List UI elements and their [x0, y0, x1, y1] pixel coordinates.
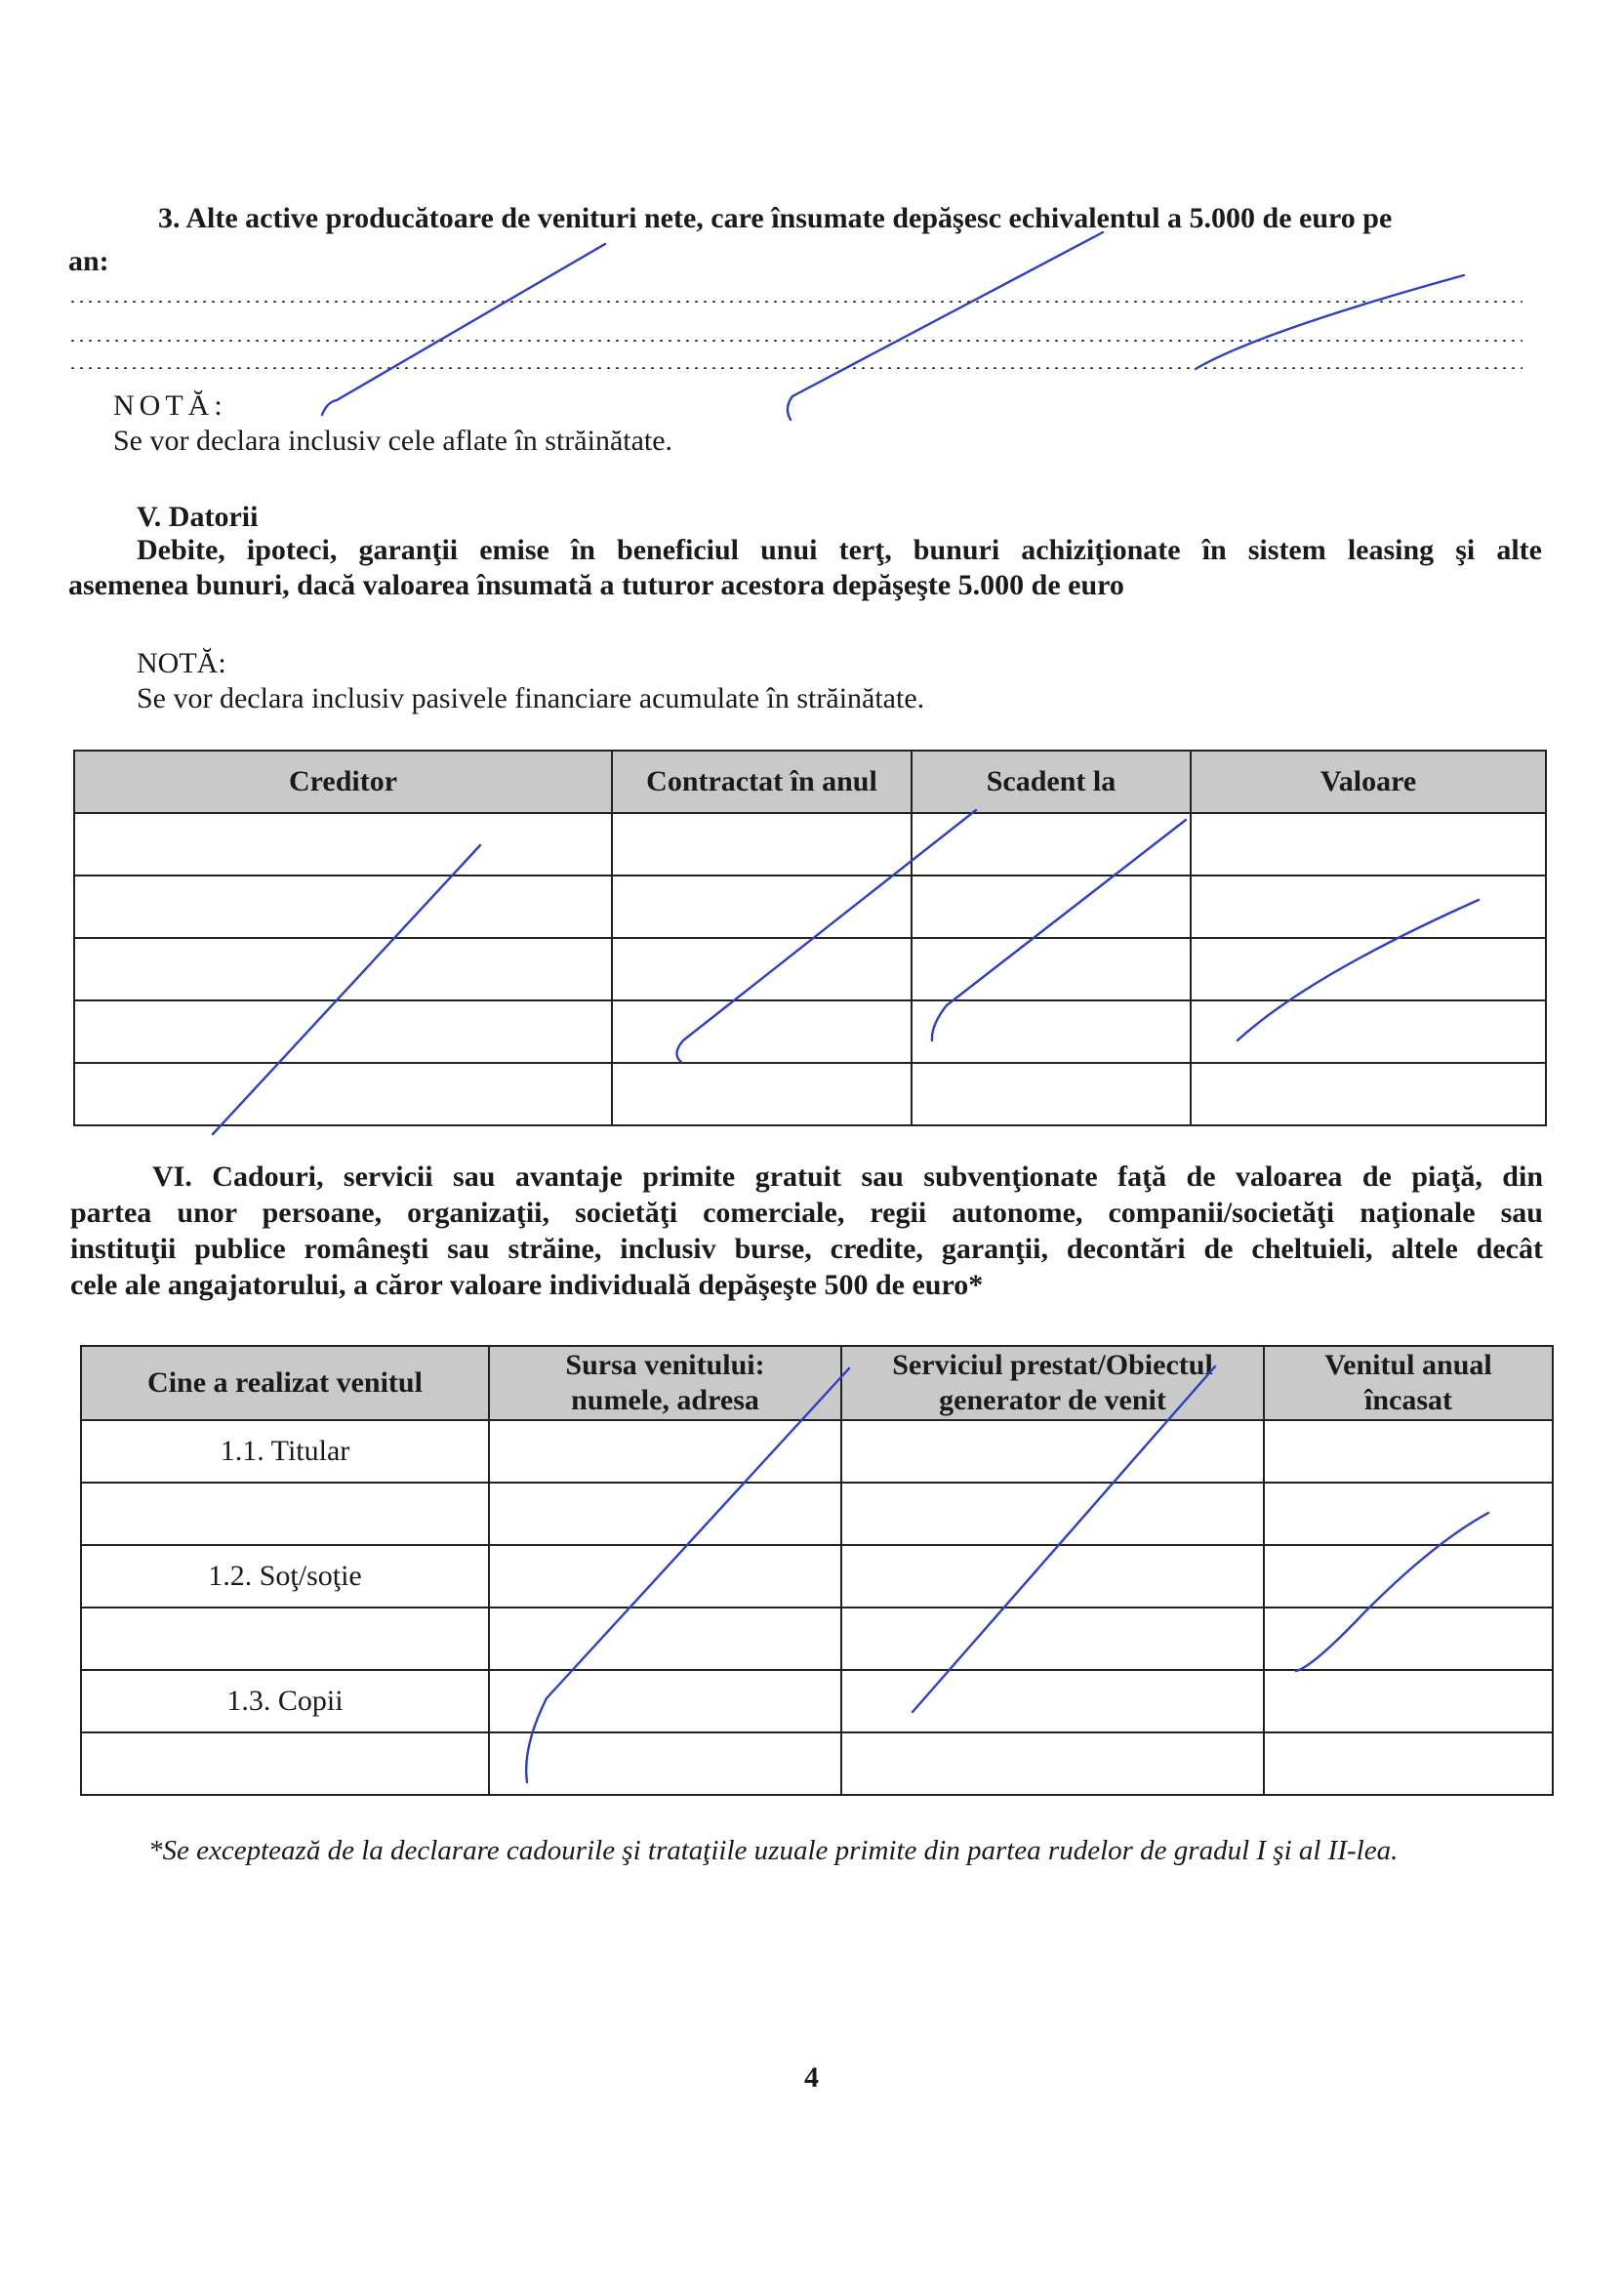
table-cell: [74, 1000, 612, 1063]
page-number: 4: [804, 2061, 819, 2094]
section5-description-line1: Debite, ipoteci, garanţii emise în beneficiul unui terţ, bunuri achiziţionate în sistem leasing şi alte: [137, 534, 1542, 566]
table-cell: [489, 1420, 841, 1483]
table-cell: [1264, 1483, 1553, 1545]
table-cell: [841, 1670, 1264, 1732]
table-cell: [912, 813, 1191, 875]
table-cell: [1191, 813, 1546, 875]
section6-description-line2: partea unor persoane, organizaţii, societăţi comerciale, regii autonome, companii/societăţi naţionale sau: [70, 1197, 1543, 1229]
strike-mark: [788, 232, 1103, 420]
table-cell: [81, 1483, 489, 1545]
header-valoare: Valoare: [1191, 751, 1546, 813]
table-cell: [1264, 1608, 1553, 1670]
header-cine-a-realizat: Cine a realizat venitul: [81, 1346, 489, 1420]
table-cell: [1264, 1420, 1553, 1483]
section3-heading: 3. Alte active producătoare de venituri nete, care însumate depăşesc echivalentul a 5.000 de euro pe: [158, 202, 1393, 234]
section3-nota-text: Se vor declara inclusiv cele aflate în străinătate.: [113, 425, 673, 457]
section3-nota-label: NOTĂ:: [113, 389, 227, 422]
row-label-titular: 1.1. Titular: [81, 1420, 489, 1483]
table-cell: [612, 1063, 912, 1125]
dotted-line-3: [68, 367, 1522, 369]
header-serviciul-prestat: Serviciul prestat/Obiectul generator de venit: [841, 1346, 1264, 1420]
table-cell: [489, 1545, 841, 1608]
footnote: *Se exceptează de la declarare cadourile şi trataţiile uzuale primite din partea rudelor de gradul I şi al II-lea.: [148, 1835, 1399, 1866]
section5-nota-text: Se vor declara inclusiv pasivele financiare acumulate în străinătate.: [137, 682, 925, 714]
section6-description-line3: instituţii publice româneşti sau străine, inclusiv burse, credite, garanţii, decontări de cheltuieli, altele decât: [70, 1233, 1543, 1265]
strike-mark: [1196, 275, 1464, 369]
row-label-sot-sotie: 1.2. Soţ/soţie: [81, 1545, 489, 1608]
table-cell: [1191, 1063, 1546, 1125]
table-cell: [74, 938, 612, 1000]
table-cell: [489, 1732, 841, 1795]
table-cell: [74, 1063, 612, 1125]
table-cell: [612, 875, 912, 938]
header-contractat: Contractat în anul: [612, 751, 912, 813]
table-cell: [841, 1732, 1264, 1795]
table-cell: [81, 1608, 489, 1670]
section5-title: V. Datorii: [137, 501, 259, 533]
cadouri-table: [80, 1345, 1554, 1796]
table-cell: [612, 1000, 912, 1063]
section6-description-line4: cele ale angajatorului, a căror valoare individuală depăşeşte 500 de euro*: [70, 1269, 984, 1301]
header-scadent: Scadent la: [912, 751, 1191, 813]
table-cell: [74, 875, 612, 938]
table-cell: [489, 1483, 841, 1545]
table-cell: [1264, 1732, 1553, 1795]
table-cell: [1191, 938, 1546, 1000]
table-cell: [841, 1608, 1264, 1670]
dotted-line-1: [68, 301, 1522, 303]
table-cell: [841, 1420, 1264, 1483]
section5-description-line2: asemenea bunuri, dacă valoarea însumată a tuturor acestora depăşeşte 5.000 de euro: [68, 569, 1124, 601]
row-label-copii: 1.3. Copii: [81, 1670, 489, 1732]
table-cell: [912, 1063, 1191, 1125]
table-cell: [1191, 875, 1546, 938]
header-creditor: Creditor: [74, 751, 612, 813]
table-cell: [912, 875, 1191, 938]
table-cell: [74, 813, 612, 875]
header-sursa-venitului: Sursa venitului: numele, adresa: [489, 1346, 841, 1420]
table-cell: [1264, 1670, 1553, 1732]
table-cell: [612, 938, 912, 1000]
table-cell: [841, 1483, 1264, 1545]
section3-heading-continuation: an:: [68, 245, 109, 277]
section6-description-line1: VI. Cadouri, servicii sau avantaje primite gratuit sau subvenţionate faţă de valoarea de piaţă, din: [152, 1160, 1543, 1193]
header-venitul-anual: Venitul anual încasat: [1264, 1346, 1553, 1420]
strike-mark: [322, 244, 605, 415]
table-cell: [81, 1732, 489, 1795]
table-cell: [612, 813, 912, 875]
datorii-table: [73, 750, 1547, 1126]
dotted-line-2: [68, 340, 1522, 342]
table-cell: [1191, 1000, 1546, 1063]
table-cell: [489, 1670, 841, 1732]
section5-nota-label: NOTĂ:: [137, 647, 226, 679]
table-cell: [912, 938, 1191, 1000]
table-cell: [1264, 1545, 1553, 1608]
table-cell: [841, 1545, 1264, 1608]
table-cell: [912, 1000, 1191, 1063]
table-cell: [489, 1608, 841, 1670]
